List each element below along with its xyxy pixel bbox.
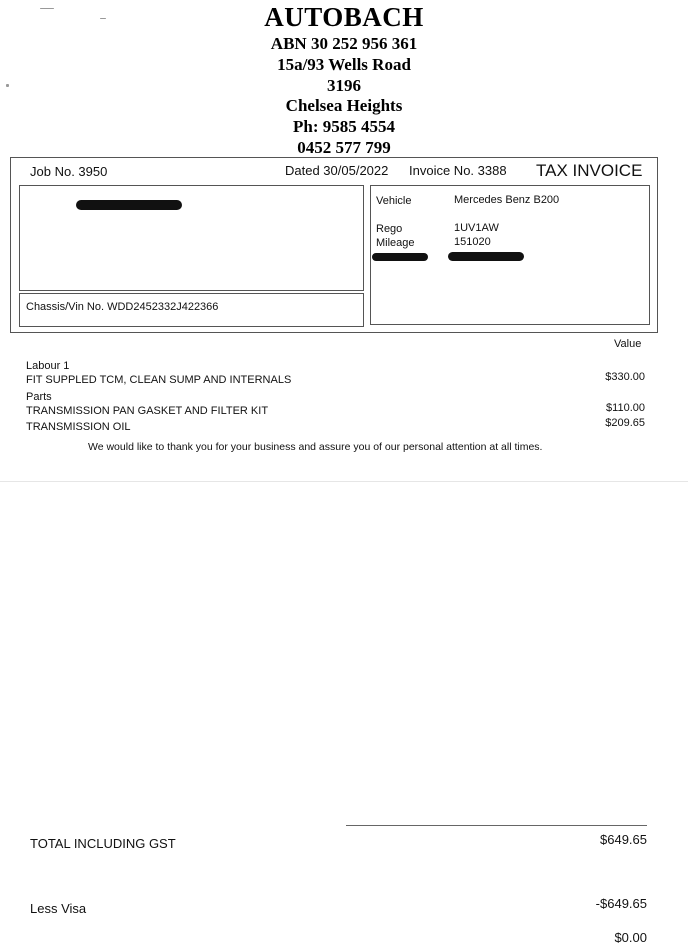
scan-mark <box>100 18 106 19</box>
scan-mark <box>6 84 9 87</box>
thank-you-note: We would like to thank you for your business and assure you of our personal attention at all times. <box>88 441 543 453</box>
company-suburb: Chelsea Heights <box>285 96 403 115</box>
company-abn: ABN 30 252 956 361 <box>270 34 418 53</box>
labour-description: FIT SUPPLED TCM, CLEAN SUMP AND INTERNALS <box>26 374 292 386</box>
redacted-customer-name <box>76 200 182 210</box>
document-type: TAX INVOICE <box>536 161 643 180</box>
vehicle-label: Vehicle <box>376 195 412 207</box>
scan-mark <box>40 8 54 9</box>
company-address: 15a/93 Wells Road <box>277 55 411 74</box>
parts-heading: Parts <box>26 391 52 403</box>
company-mobile: 0452 577 799 <box>297 138 391 157</box>
mileage-value: 151020 <box>454 236 491 248</box>
vehicle-value: Mercedes Benz B200 <box>454 194 560 206</box>
company-postcode: 3196 <box>327 76 361 95</box>
value-column-header: Value <box>614 338 642 350</box>
rego-value: 1UV1AW <box>454 222 499 234</box>
part-value: $209.65 <box>605 417 645 429</box>
total-rule <box>346 825 647 826</box>
balance-value: $0.00 <box>614 930 647 945</box>
labour-value: $330.00 <box>605 371 645 383</box>
part-value: $110.00 <box>606 402 645 414</box>
customer-box <box>19 185 364 291</box>
rego-label: Rego <box>376 223 403 235</box>
redacted-phone-value <box>448 252 524 261</box>
labour-heading: Labour 1 <box>26 360 70 372</box>
payment-value: -$649.65 <box>595 896 647 911</box>
mileage-label: Mileage <box>376 237 415 249</box>
part-description: TRANSMISSION OIL <box>26 421 131 433</box>
invoice-date: Dated 30/05/2022 <box>285 163 389 178</box>
redacted-phone-label <box>372 253 428 261</box>
company-phone: Ph: 9585 4554 <box>293 117 395 136</box>
total-label: TOTAL INCLUDING GST <box>30 836 176 851</box>
invoice-number: Invoice No. 3388 <box>409 163 507 178</box>
part-description: TRANSMISSION PAN GASKET AND FILTER KIT <box>26 405 269 417</box>
total-value: $649.65 <box>600 832 647 847</box>
scan-mark <box>0 481 688 482</box>
job-number: Job No. 3950 <box>30 164 108 179</box>
chassis-vin: Chassis/Vin No. WDD2452332J422366 <box>26 301 219 313</box>
payment-label: Less Visa <box>30 901 87 916</box>
company-name: AUTOBACH <box>264 2 424 32</box>
